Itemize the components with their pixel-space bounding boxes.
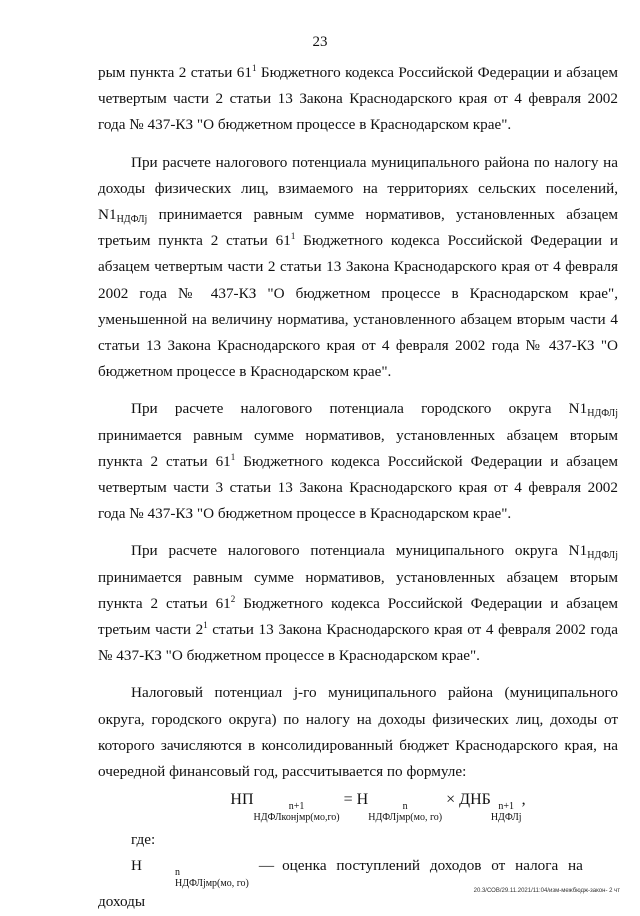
superscript: n+1 — [288, 801, 305, 813]
definition-symbol-scripts — [142, 868, 249, 889]
formula-term-dnb: ДНБ — [459, 791, 491, 809]
superscript: 1 — [251, 63, 257, 73]
paragraph-municipal-district — [98, 150, 618, 386]
document-footer: 20.3/СОВ/29.11.2021/11:04/изм-межбюдж-закон- 2 чт — [473, 888, 620, 894]
subscript: НДФЛj — [490, 812, 522, 824]
formula-term-n-scripts — [368, 802, 442, 823]
text-run: Бюджетного кодекса Российской Федерации и абзацем четвертым части 3 статьи 13 Закона Краснодарского края от 4 февраля 2002 года № 437-КЗ "О бюджетном процессе в Краснодарском крае". — [98, 452, 618, 523]
formula-term-n: Н — [356, 791, 369, 809]
superscript: n — [174, 867, 180, 879]
text-run: При расчете налогового потенциала муниципального района по налогу на доходы физических лиц, взимаемого на территориях сельских поселений, N1 — [98, 153, 618, 224]
text-run: рым пункта 2 статьи 61 — [98, 64, 252, 81]
where-label: где: — [131, 831, 156, 849]
text-run: принимается равным сумме нормативов, установленных абзацем вторым пункта 2 статьи 61 — [98, 426, 618, 470]
formula-comma: , — [521, 791, 526, 809]
subscript: НДФЛj — [116, 214, 148, 226]
text-run: принимается равным сумме нормативов, установленных абзацем вторым пункта 2 статьи 61 — [98, 568, 618, 612]
paragraph-city-district — [98, 396, 618, 527]
page-number: 23 — [312, 34, 328, 50]
formula-equals: = — [339, 791, 357, 809]
superscript: n — [402, 801, 408, 813]
formula-lhs-scripts — [254, 802, 340, 823]
paragraph-tax-potential: Налоговый потенциал j-го муниципального района (муниципального округа, городского округа) по налогу на доходы физических лиц, доходы от которого зачисляются в консолидированный бюджет Краснодарского края, на очередной финансовый год, рассчитывается по формуле: — [98, 684, 618, 781]
text-run: Бюджетного кодекса Российской Федерации и абзацем четвертым части 2 статьи 13 Закона Краснодарского края от 4 февраля 2002 года № 437-КЗ "О бюджетном процессе в Краснодарском крае", уменьшенной на величину норматива, установленного абзацем вторым части 4 статьи 13 Закона Краснодарского края от 4 февраля 2002 года № 437-КЗ "О бюджетном процессе в Краснодарском крае". — [98, 232, 618, 381]
document-body — [98, 60, 618, 916]
superscript: 1 — [230, 451, 236, 462]
text-run: статьи 13 Закона Краснодарского края от 4 февраля 2002 года № 437-КЗ "О бюджетном процессе в Краснодарском крае". — [98, 621, 618, 665]
subscript: НДФЛjмр(мо, го) — [368, 812, 443, 824]
definition-symbol: Н — [131, 857, 142, 875]
superscript: n+1 — [498, 801, 515, 813]
paragraph-continuation — [98, 60, 618, 139]
subscript: НДФЛj — [587, 408, 618, 420]
formula — [98, 787, 618, 823]
subscript: НДФЛjмр(мо, го) — [174, 878, 249, 890]
definition-text: оценка поступлений доходов от налога на доходы — [98, 857, 583, 911]
superscript: 1 — [290, 231, 296, 242]
text-run: При расчете налогового потенциала городского округа N1 — [131, 400, 588, 418]
definition-dash: — — [258, 857, 275, 875]
formula-lhs: НП — [230, 791, 254, 809]
text-run: При расчете налогового потенциала муниципального округа N1 — [131, 542, 588, 560]
definition-line — [98, 853, 618, 915]
text-run: Бюджетного кодекса Российской Федерации и абзацем четвертым части 2 статьи 13 Закона Краснодарского края от 4 февраля 2002 года № 437-КЗ "О бюджетном процессе в Краснодарском крае". — [98, 64, 618, 134]
text-run: Бюджетного кодекса Российской Федерации и абзацем третьим части 2 — [98, 594, 618, 639]
subscript: НДФЛj — [587, 550, 618, 562]
formula-term-dnb-scripts — [491, 802, 522, 823]
text-run: принимается равным сумме нормативов, установленных абзацем третьим пункта 2 статьи 61 — [98, 206, 618, 250]
superscript: 2 — [230, 593, 236, 604]
superscript: 1 — [203, 620, 208, 631]
paragraph-municipal-okrug — [98, 538, 618, 669]
subscript: НДФЛконjмр(мо,го) — [253, 812, 340, 824]
formula-times: × — [442, 791, 460, 809]
